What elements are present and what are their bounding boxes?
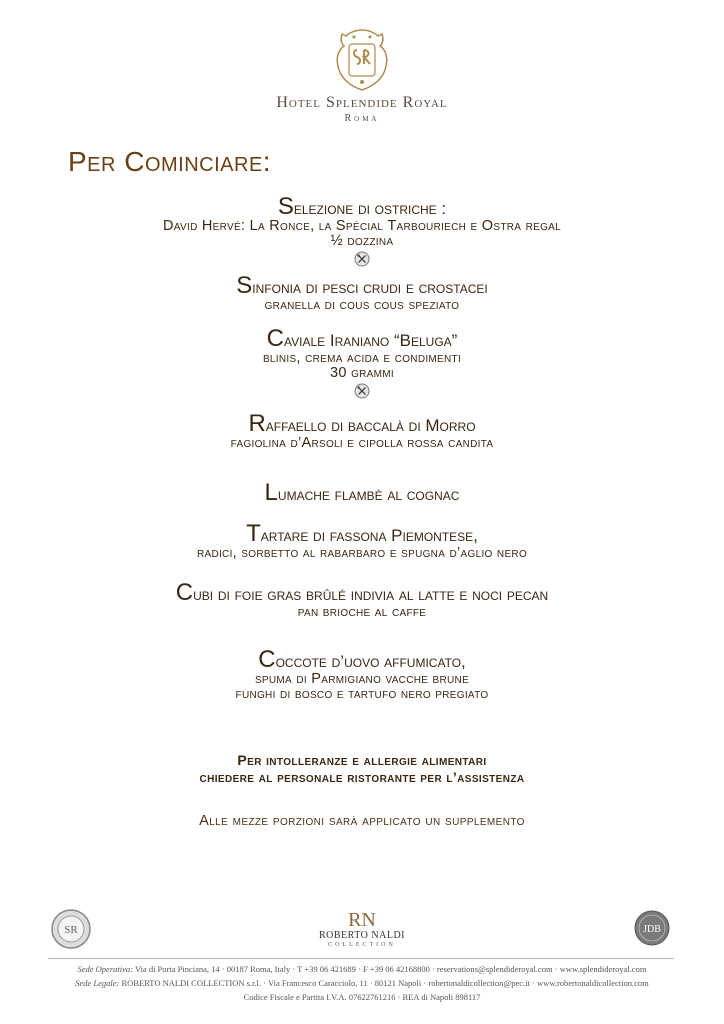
menu-item xyxy=(0,479,724,506)
allergy-notice-line-1: Per intolleranze e allergie alimentari xyxy=(237,752,487,768)
allergy-notice-line-2: chiedere al personale ristorante per l’assistenza xyxy=(199,769,525,785)
menu-item xyxy=(0,520,724,561)
dish-name: Coccote d’uovo affumicato, xyxy=(258,646,466,673)
dish-description: blinis, crema acida e condimenti xyxy=(262,350,462,366)
splendide-royal-seal-icon xyxy=(50,908,92,950)
rn-logo-subtitle: COLLECTION xyxy=(328,942,396,948)
dish-name: Selezione di ostriche : xyxy=(277,193,447,220)
dish-description: fagiolina d’Arsoli e cipolla rossa candita xyxy=(230,435,494,451)
rn-logo-name: ROBERTO NALDI xyxy=(319,930,405,941)
dish-description: granella di cous cous speziato xyxy=(264,297,460,313)
footer-operational-value: Via di Porta Pinciana, 14 · 00187 Roma, Italy · T +39 06 421689 · F +39 06 42168800 · reservations@splendideroyal.com · www.splendideroyal.com xyxy=(134,964,647,974)
dish-portion: 30 grammi xyxy=(330,365,394,381)
menu-item xyxy=(0,646,724,702)
hotel-name: Hotel Splendide Royal xyxy=(276,94,448,111)
dish-name: Cubi di foie gras brûlé indivia al latte e noci pecan xyxy=(175,579,549,606)
section-title: Per Cominciare: xyxy=(68,146,272,177)
menu-item xyxy=(0,579,724,620)
cutlery-icon xyxy=(354,383,370,399)
footer-operational-label: Sede Operativa: xyxy=(77,964,133,974)
dish-name: Tartare di fassona Piemontese, xyxy=(246,520,478,547)
footer-fiscal-info: Codice Fiscale e Partita I.V.A. 07622761216 · REA di Napoli 898117 xyxy=(243,992,481,1002)
dish-description: funghi di bosco e tartufo nero pregiato xyxy=(235,686,489,702)
menu-item xyxy=(0,410,724,451)
jdb-badge-icon xyxy=(634,910,670,946)
dish-name: Sinfonia di pesci crudi e crostacei xyxy=(236,272,488,299)
footer-legal-value: ROBERTO NALDI COLLECTION s.r.l. · Via Francesco Caracciolo, 11 · 80121 Napoli · robertonaldicollection@pec.it · www.robertonaldicollection.com xyxy=(121,978,649,988)
jdb-badge-text: JDB xyxy=(643,924,661,935)
menu-item xyxy=(0,193,724,267)
dish-name: Caviale Iraniano “Beluga” xyxy=(266,325,458,352)
cutlery-icon xyxy=(354,251,370,267)
footer-legal-address xyxy=(40,977,684,989)
left-seal-monogram: SR xyxy=(64,924,78,936)
footer-legal-label: Sede Legale: xyxy=(75,978,120,988)
half-portion-supplement-note: Alle mezze porzioni sarà applicato un supplemento xyxy=(199,813,525,829)
rn-monogram: RN xyxy=(348,909,376,931)
allergy-notice xyxy=(0,752,724,786)
dish-portion: ½ dozzina xyxy=(330,233,394,249)
hotel-city: Roma xyxy=(344,113,380,124)
dish-name: Lumache flambè al cognac xyxy=(264,479,460,506)
dish-name: Raffaello di baccalà di Morro xyxy=(248,410,476,437)
dish-description: David Hervé: La Ronce, la Spécial Tarbouriech e Ostra regal xyxy=(163,218,561,234)
dish-description: spuma di Parmigiano vacche brune xyxy=(254,671,470,687)
footer-operational-address xyxy=(40,963,684,975)
dish-description: radici, sorbetto al rabarbaro e spugna d’aglio nero xyxy=(196,545,528,561)
hotel-monogram-crest-icon xyxy=(332,28,392,94)
menu-item xyxy=(0,325,724,399)
dish-description: pan brioche al caffe xyxy=(297,604,427,620)
footer-divider xyxy=(48,958,674,959)
roberto-naldi-collection-logo xyxy=(300,910,424,954)
menu-item xyxy=(0,272,724,313)
